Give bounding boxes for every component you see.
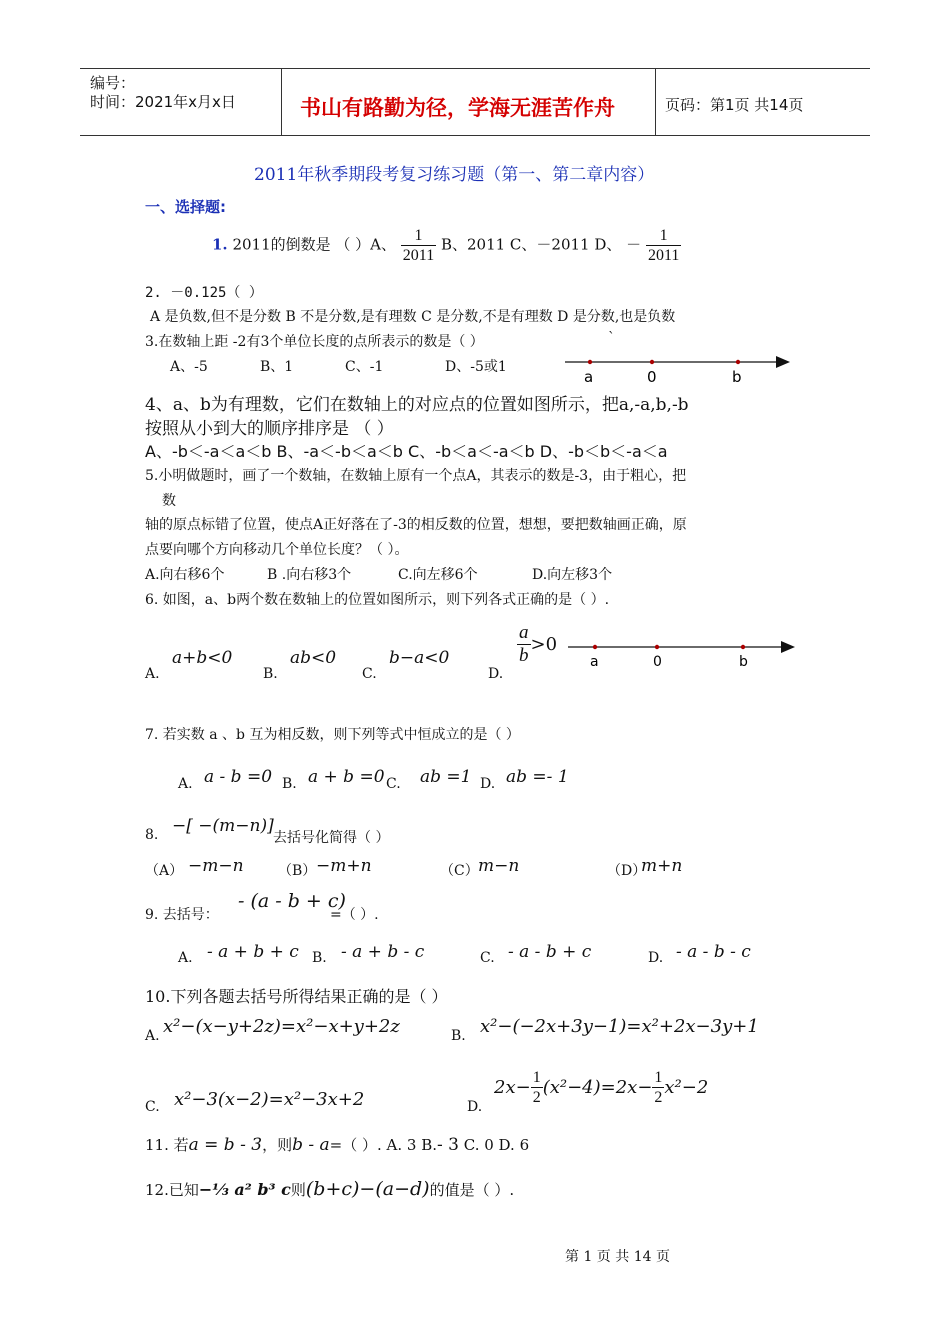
option-b: B .向右移3个 bbox=[267, 567, 352, 583]
question-text: 2011的倒数是 （ ）A、 bbox=[232, 235, 396, 254]
question-5-line1b: 数 bbox=[162, 493, 176, 509]
question-11: 11. 若a = b - 3，则b - a=（ ）. A. 3 B.- 3 C. 0 D. 6 bbox=[145, 1135, 530, 1155]
header-divider bbox=[655, 68, 656, 135]
option-label-b: B. bbox=[282, 776, 297, 792]
label-b: b bbox=[732, 368, 742, 386]
option-label-a: （A） bbox=[145, 863, 184, 879]
expr-c: ab =1 bbox=[420, 767, 472, 787]
question-8-text: 去括号化简得（ ） bbox=[273, 830, 390, 846]
expr-d: - a - b - c bbox=[676, 942, 751, 962]
point-zero bbox=[650, 360, 654, 364]
expr-b: - a + b - c bbox=[341, 942, 425, 962]
expr: (b+c)−(a−d) bbox=[305, 1178, 430, 1200]
question-4-options: A、-b＜-a＜a＜b B、-a＜-b＜a＜b C、-b＜a＜-a＜b D、-b＜b＜-a＜a bbox=[145, 442, 668, 461]
page-footer: 第 1 页 共 14 页 bbox=[565, 1249, 670, 1265]
question-7: 7. 若实数 a 、b 互为相反数，则下列等式中恒成立的是（ ） bbox=[145, 727, 520, 743]
header-bottom-border bbox=[80, 135, 870, 136]
option-b: B、1 bbox=[260, 359, 294, 375]
option-label-b: （B） bbox=[278, 863, 317, 879]
option-label-b: B. bbox=[312, 950, 327, 966]
question-2: 2. －0.125（ ） bbox=[145, 285, 263, 301]
expr: −⅓ a² b³ c bbox=[198, 1180, 291, 1199]
expr-b: x²−(−2x+3y−1)=x²+2x−3y+1 bbox=[480, 1016, 759, 1037]
question-6: 6. 如图，a、b两个数在数轴上的位置如图所示，则下列各式正确的是（ ）. bbox=[145, 592, 610, 608]
option-a: A.向右移6个 bbox=[145, 567, 225, 583]
option-label-c: C. bbox=[362, 666, 377, 682]
expr: - (a - b + c) bbox=[238, 890, 346, 912]
fraction: $\frac{1}{2}$ bbox=[532, 1069, 541, 1106]
fraction: $\frac{1}{2}$ bbox=[654, 1069, 663, 1106]
number-line bbox=[560, 348, 795, 388]
page-label: 页码：第1页 共14页 bbox=[665, 96, 804, 114]
option-c: C.向左移6个 bbox=[398, 567, 478, 583]
question-5-line3: 点要向哪个方向移动几个单位长度？（ ）。 bbox=[145, 542, 409, 558]
expr-d: m+n bbox=[641, 856, 683, 876]
expr-c: - a - b + c bbox=[508, 942, 592, 962]
question-1 bbox=[212, 226, 681, 265]
expr-d: ab =- 1 bbox=[506, 767, 569, 787]
option-c: C、-1 bbox=[345, 359, 384, 375]
question-number: 8. bbox=[145, 827, 159, 843]
serial-label: 编号： bbox=[90, 74, 136, 92]
expr-b: −m+n bbox=[316, 856, 372, 876]
question-4-line1: 4、a、b为有理数，它们在数轴上的对应点的位置如图所示，把a,-a,b,-b bbox=[145, 395, 689, 415]
point-zero bbox=[655, 645, 659, 649]
label-zero: 0 bbox=[647, 368, 657, 386]
option-label-c: C. bbox=[386, 776, 401, 792]
question-3: 3.在数轴上距 -2有3个单位长度的点所表示的数是（ ） bbox=[145, 334, 484, 350]
expr-c: x²−3(x−2)=x²−3x+2 bbox=[174, 1089, 365, 1110]
question-9: 9. 去括号： bbox=[145, 907, 219, 923]
option-label-b: B. bbox=[263, 666, 278, 682]
header-divider bbox=[281, 68, 282, 135]
option-label-c: C. bbox=[480, 950, 495, 966]
question-12: 12.已知−⅓ a² b³ c则(b+c)−(a−d)的值是（ ）. bbox=[145, 1178, 515, 1200]
question-10: 10.下列各题去括号所得结果正确的是（ ） bbox=[145, 987, 448, 1006]
question-4-line2: 按照从小到大的顺序排序是 （ ） bbox=[145, 419, 394, 439]
expr-a: a - b =0 bbox=[204, 767, 273, 787]
point-a bbox=[593, 645, 597, 649]
label-b: b bbox=[739, 654, 748, 670]
expr-a: x²−(x−y+2z)=x²−x+y+2z bbox=[163, 1016, 400, 1037]
expr: −[ −(m−n)] bbox=[172, 816, 274, 836]
option-a: A、-5 bbox=[170, 359, 208, 375]
expr-d: 2x− $\frac{1}{2}$ (x²−4)=2x− $\frac{1}{2}$ x²−2 bbox=[494, 1069, 709, 1106]
point-b bbox=[736, 360, 740, 364]
question-2-options: A 是负数,但不是分数 B 不是分数,是有理数 C 是分数,不是有理数 D 是分数,也是负数 bbox=[150, 309, 676, 325]
motto: 书山有路勤为径，学海无涯苦作舟 bbox=[300, 96, 615, 120]
question-9-tail: =（ ）. bbox=[330, 907, 379, 923]
point-a bbox=[588, 360, 592, 364]
expr-d: $\frac{a}{b}$ >0 bbox=[519, 622, 558, 666]
option-label-d: D. bbox=[467, 1099, 483, 1115]
option-label-d: （D） bbox=[607, 863, 647, 879]
question-5-line2: 轴的原点标错了位置，使点A正好落在了-3的相反数的位置，想想，要把数轴画正确，原 bbox=[145, 517, 687, 533]
label-a: a bbox=[584, 368, 594, 386]
option-label-a: A. bbox=[145, 1028, 160, 1044]
option-d: D、-5或1 bbox=[445, 359, 507, 375]
arrow-icon bbox=[781, 641, 795, 653]
label-zero: 0 bbox=[653, 654, 662, 670]
question-text: B、2011 C、－2011 D、 bbox=[440, 235, 622, 254]
expr-a: −m−n bbox=[188, 856, 244, 876]
expr: a = b - 3 bbox=[188, 1135, 263, 1155]
option-label-d: D. bbox=[488, 666, 504, 682]
question-5-line1: 5.小明做题时，画了一个数轴，在数轴上原有一个点A，其表示的数是-3，由于粗心，把 bbox=[145, 468, 687, 484]
expr-b: a + b =0 bbox=[308, 767, 385, 787]
point-b bbox=[741, 645, 745, 649]
fraction: $\frac{a}{b}$ bbox=[519, 622, 529, 666]
expr: - 3 bbox=[437, 1135, 459, 1155]
question-number: 1. bbox=[212, 235, 228, 254]
minus-sign: － bbox=[626, 235, 642, 254]
stray-mark: ` bbox=[608, 330, 615, 346]
option-label-a: A. bbox=[178, 950, 193, 966]
header-top-border bbox=[80, 68, 870, 69]
option-label-b: B. bbox=[451, 1028, 466, 1044]
number-line bbox=[565, 634, 800, 674]
expr-c: m−n bbox=[478, 856, 520, 876]
section-heading: 一、选择题: bbox=[145, 198, 226, 216]
expr-a: a+b<0 bbox=[172, 648, 233, 668]
option-label-d: D. bbox=[648, 950, 664, 966]
expr: b - a bbox=[292, 1135, 330, 1155]
expr-b: ab<0 bbox=[290, 648, 337, 668]
option-label-a: A. bbox=[178, 776, 193, 792]
option-label-d: D. bbox=[480, 776, 496, 792]
expr-c: b−a<0 bbox=[389, 648, 450, 668]
option-d: D.向左移3个 bbox=[532, 567, 613, 583]
option-label-c: （C） bbox=[440, 863, 479, 879]
option-label-a: A. bbox=[145, 666, 160, 682]
option-label-c: C. bbox=[145, 1099, 160, 1115]
page-title: 2011年秋季期段考复习练习题（第一、第二章内容） bbox=[254, 165, 655, 185]
label-a: a bbox=[590, 654, 599, 670]
expr-a: - a + b + c bbox=[207, 942, 299, 962]
fraction: $\frac{1}{2011}$ bbox=[402, 227, 435, 264]
time-label: 时间：2021年x月x日 bbox=[90, 93, 236, 111]
arrow-icon bbox=[776, 356, 790, 368]
fraction: $\frac{1}{2011}$ bbox=[647, 227, 680, 264]
